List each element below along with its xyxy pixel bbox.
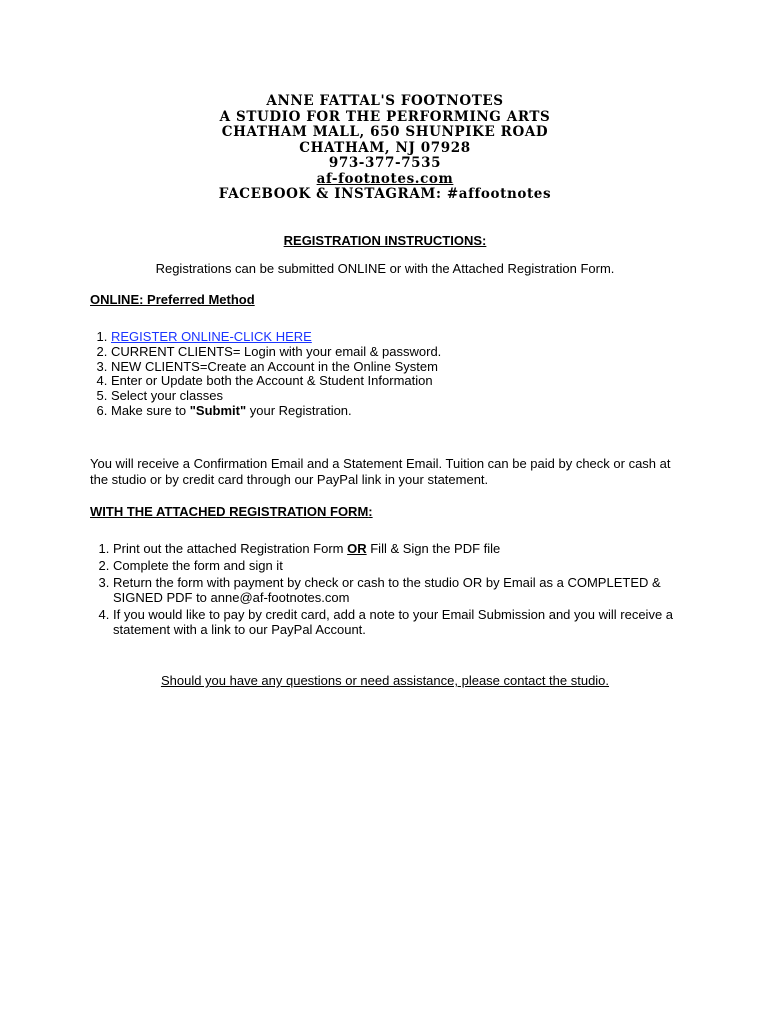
online-steps-list <box>89 330 441 419</box>
form-heading <box>90 504 373 519</box>
list-item: 3. NEW CLIENTS=Create an Account in the Online System <box>111 360 441 375</box>
list-item: 2. CURRENT CLIENTS= Login with your email & password. <box>111 345 441 360</box>
studio-phone: 973-377-7535 <box>328 155 442 171</box>
form-step1-suffix: Fill & Sign the PDF file <box>366 541 501 556</box>
studio-city: CHATHAM, NJ 07928 <box>299 139 471 156</box>
register-online-link[interactable]: REGISTER ONLINE-CLICK HERE <box>111 329 312 344</box>
studio-tagline: A STUDIO FOR THE PERFORMING ARTS <box>219 108 551 125</box>
page-title: REGISTRATION INSTRUCTIONS: <box>283 233 487 248</box>
list-item: 4. Enter or Update both the Account & Student Information <box>111 374 441 389</box>
or-emphasis: OR <box>347 541 367 556</box>
list-item <box>113 541 713 556</box>
studio-social: FACEBOOK & INSTAGRAM: #affootnotes <box>218 186 552 202</box>
submit-word: "Submit" <box>189 402 247 418</box>
form-step1-prefix: Print out the attached Registration Form <box>113 541 348 556</box>
form-steps-list <box>91 541 713 639</box>
list-item: 2. Complete the form and sign it <box>113 558 713 573</box>
list-item: 3. Return the form with payment by check or cash to the studio OR by Email as a COMPLETED & SIGNED PDF to anne@af-footnotes.com <box>113 575 713 605</box>
form-heading-text: WITH THE ATTACHED REGISTRATION FORM <box>90 504 369 519</box>
studio-header <box>0 94 770 203</box>
studio-address: CHATHAM MALL, 650 SHUNPIKE ROAD <box>221 124 549 140</box>
list-item: 4. If you would like to pay by credit card, add a note to your Email Submission and you will receive a statement with a link to our PayPal Account. <box>113 607 713 637</box>
studio-website-link[interactable]: af-footnotes.com <box>316 170 454 187</box>
intro-text: Registrations can be submitted ONLINE or with the Attached Registration Form. <box>155 261 615 276</box>
submit-step-prefix: Make sure to <box>111 402 190 418</box>
online-heading: ONLINE: Preferred Method <box>90 292 255 307</box>
list-item <box>111 404 441 419</box>
confirmation-text: You will receive a Confirmation Email and a Statement Email. Tuition can be paid by check or cash at the studio or by credit card through our PayPal link in your statement. <box>90 456 671 487</box>
closing-note: Should you have any questions or need assistance, please contact the studio. <box>160 673 610 688</box>
submit-step-suffix: your Registration. <box>246 402 352 418</box>
list-item <box>111 330 441 345</box>
studio-name: ANNE FATTAL'S FOOTNOTES <box>266 93 504 109</box>
list-item: 5. Select your classes <box>111 389 441 404</box>
form-heading-colon: : <box>368 504 373 519</box>
